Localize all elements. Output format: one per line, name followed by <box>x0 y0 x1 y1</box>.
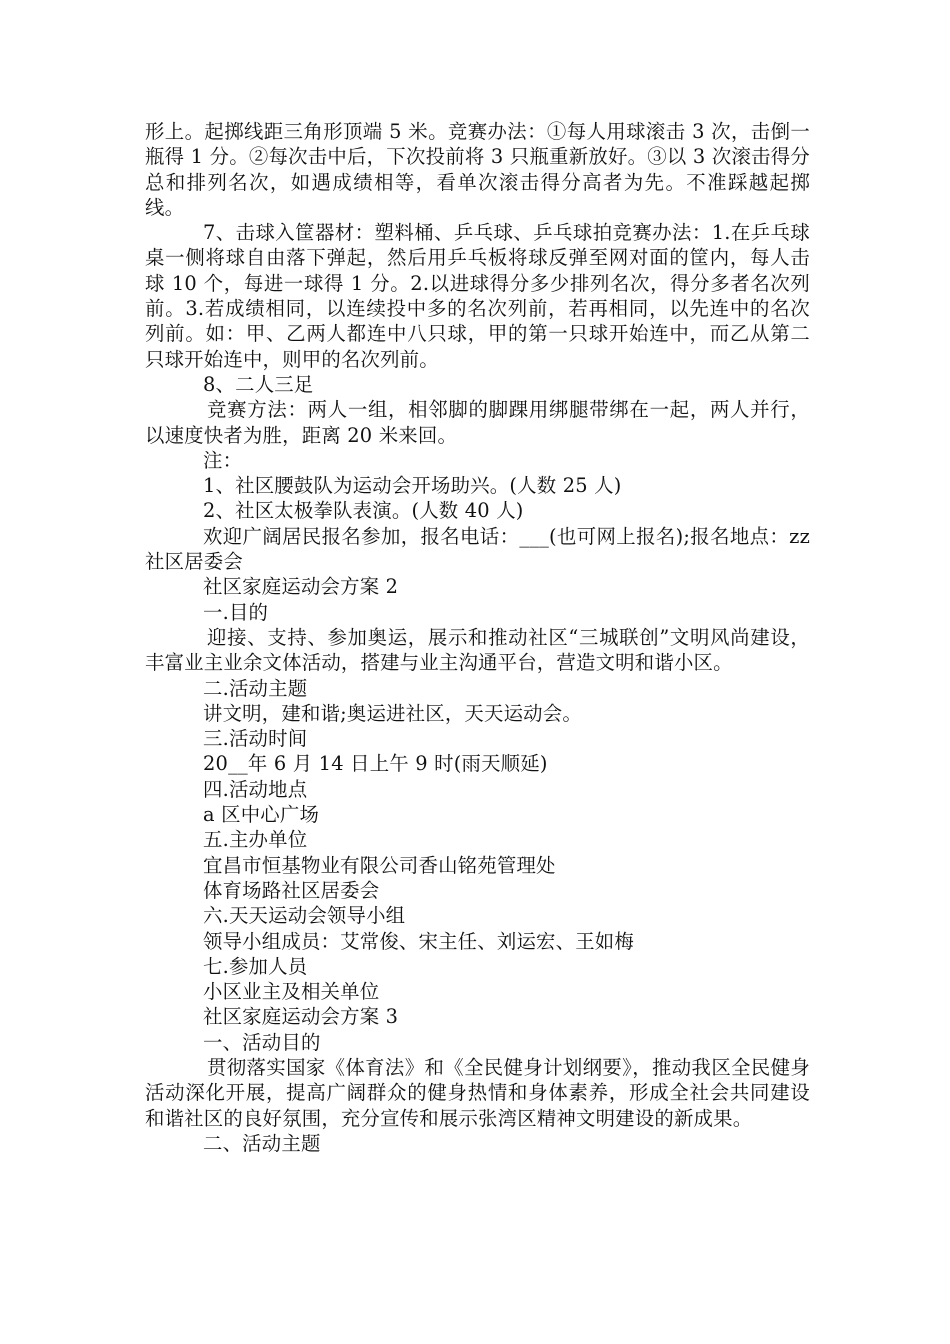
paragraph-item-8-three-legged: 8、二人三足 <box>203 372 314 396</box>
paragraph-organizer-2: 体育场路社区居委会 <box>203 878 380 902</box>
heading-theme: 二.活动主题 <box>203 676 308 700</box>
paragraph-participants: 小区业主及相关单位 <box>203 980 380 1004</box>
heading-time: 三.活动时间 <box>203 727 308 751</box>
heading-participants: 七.参加人员 <box>203 954 308 978</box>
paragraph-bowling-rules: 形上。起掷线距三角形顶端 5 米。竞赛办法：①每人用球滚击 3 次，击倒一瓶得 1 分。②每次击中后，下次投前将 3 只瓶重新放好。③以 3 次滚击得分总和排列名次，如遇成绩相等，看单次滚击得分高者为先。不准踩越起掷线。 <box>145 120 810 219</box>
paragraph-organizer-1: 宜昌市恒基物业有限公司香山铭苑管理处 <box>203 853 556 877</box>
heading-plan-2: 社区家庭运动会方案 2 <box>203 575 399 599</box>
paragraph-theme: 讲文明，建和谐;奥运进社区，天天运动会。 <box>203 701 582 725</box>
document-body <box>145 119 810 1156</box>
heading-location: 四.活动地点 <box>203 777 308 801</box>
paragraph-activity-purpose: 贯彻落实国家《体育法》和《全民健身计划纲要》，推动我区全民健身活动深化开展，提高广阔群众的健身热情和身体素养，形成全社会共同建设和谐社区的良好氛围，充分宣传和展示张湾区精神文明建设的新成果。 <box>145 1055 810 1130</box>
heading-activity-theme: 二、活动主题 <box>203 1131 321 1155</box>
paragraph-note-2: 2、社区太极拳队表演。(人数 40 人) <box>203 499 524 523</box>
heading-activity-purpose: 一、活动目的 <box>203 1030 321 1054</box>
heading-organizer: 五.主办单位 <box>203 828 308 852</box>
heading-plan-3: 社区家庭运动会方案 3 <box>203 1005 399 1029</box>
paragraph-location: a 区中心广场 <box>203 803 320 827</box>
paragraph-time: 20__年 6 月 14 日上午 9 时(雨天顺延) <box>203 752 548 776</box>
paragraph-purpose: 迎接、支持、参加奥运，展示和推动社区“三城联创”文明风尚建设，丰富业主业余文体活动，搭建与业主沟通平台，营造文明和谐小区。 <box>145 625 810 675</box>
paragraph-leadership: 领导小组成员：艾常俊、宋主任、刘运宏、王如梅 <box>203 929 634 953</box>
paragraph-registration: 欢迎广阔居民报名参加，报名电话：___(也可网上报名);报名地点：zz 社区居委会 <box>145 524 810 574</box>
heading-purpose: 一.目的 <box>203 600 269 624</box>
paragraph-note-1: 1、社区腰鼓队为运动会开场助兴。(人数 25 人) <box>203 474 622 498</box>
paragraph-note-label: 注： <box>203 448 243 472</box>
heading-leadership: 六.天天运动会领导小组 <box>203 904 406 928</box>
paragraph-item-7-ball-into-basket: 7、击球入筐器材：塑料桶、乒乓球、乒乓球拍竞赛办法：1.在乒乓球桌一侧将球自由落下弹起，然后用乒乓板将球反弹至网对面的筐内，每人击球 10 个，每进一球得 1 分。2.以进球得分多少排列名次，得分多者名次列前。3.若成绩相同，以连续投中多的名次列前，若再相同，以先连中的名次列前。如：甲、乙两人都连中八只球，甲的第一只球开始连中，而乙从第二只球开始连中，则甲的名次列前。 <box>145 221 810 371</box>
paragraph-three-legged-method: 竞赛方法：两人一组，相邻脚的脚踝用绑腿带绑在一起，两人并行，以速度快者为胜，距离 20 米来回。 <box>145 398 810 447</box>
